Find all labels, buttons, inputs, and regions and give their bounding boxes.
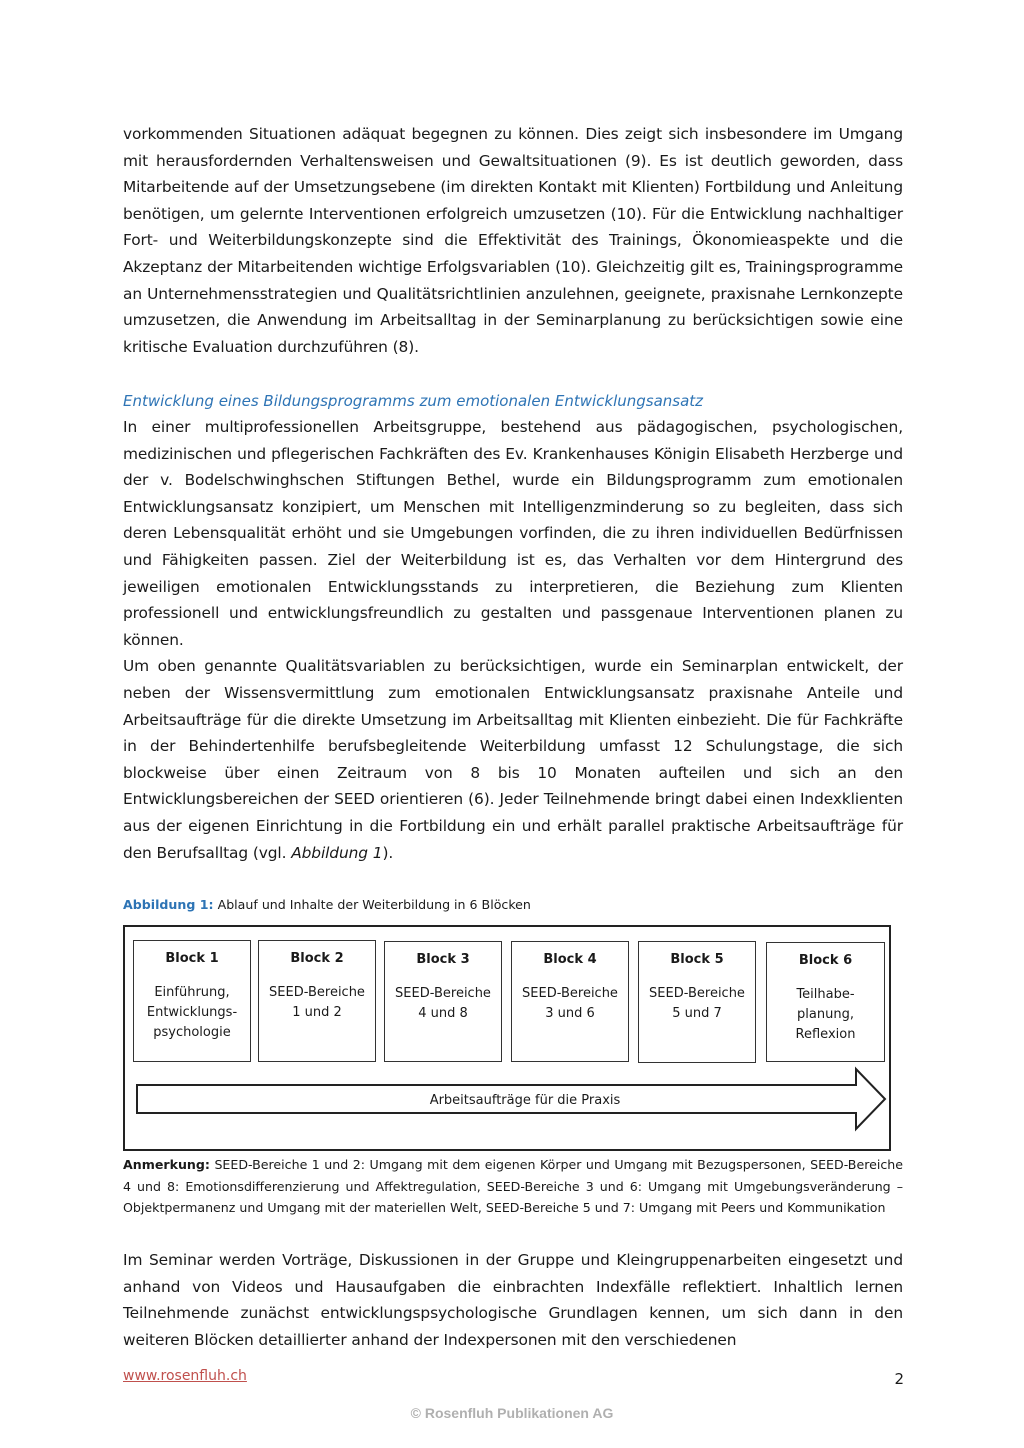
footer-link[interactable]: www.rosenfluh.ch bbox=[123, 1368, 247, 1384]
section-heading: Entwicklung eines Bildungsprogramms zum emotionalen Entwicklungsansatz bbox=[123, 392, 704, 410]
paragraph-4-text: Im Seminar werden Vorträge, Diskussionen in der Gruppe und Kleingruppenarbeiten eingesetzt und anhand von Videos und Hausaufgaben die einbrachten Indexfälle reflektiert. Inhaltlich lernen Teilnehmende zunächst entwicklungspsychologische Grundlagen kennen, um sich dann in den weiteren Blöcken detaillierter anhand der Indexpersonen mit den verschiedenen bbox=[123, 1251, 903, 1349]
paragraph-2 bbox=[123, 414, 903, 866]
figure-caption-label: Abbildung 1: bbox=[123, 897, 214, 912]
block-3-content: SEED-Bereiche 4 und 8 bbox=[395, 986, 491, 1021]
block-2-title: Block 2 bbox=[290, 951, 344, 966]
arrow-label: Arbeitsaufträge für die Praxis bbox=[429, 1093, 621, 1108]
copyright-notice: © Rosenfluh Publikationen AG bbox=[410, 1405, 614, 1421]
paragraph-2-text: In einer multiprofessionellen Arbeitsgruppe, bestehend aus pädagogischen, psychologischen, medizinischen und pflegerischen Fachkräften des Ev. Krankenhauses Königin Elisabeth Herzberge und der v. Bodelschwinghschen Stiftungen Bethel, wurde ein Bildungsprogramm zum emotionalen Entwicklungsansatz konzipiert, um Menschen mit Intelligenzminderung so zu begleiten, dass sich deren Lebensqualität erhöht und sie Umgebungen vorfinden, die zu ihren individuellen Bedürfnissen und Fähigkeiten passen. Ziel der Weiterbildung ist es, das Verhalten vor dem Hintergrund des jeweiligen emotionalen Entwicklungsstands zu interpretieren, die Beziehung zum Klienten professionell und entwicklungsfreundlich zu gestalten und passgenaue Interventionen planen zu können. bbox=[123, 418, 903, 649]
paragraph-4 bbox=[123, 1247, 903, 1353]
figure-note-text: SEED-Bereiche 1 und 2: Umgang mit dem eigenen Körper und Umgang mit Bezugspersonen, SEED-Bereiche 4 und 8: Emotionsdifferenzierung und Affektregulation, SEED-Bereiche 3 und 6: Umgang mit Umgebungsveränderung – Objektpermanenz und Umgang mit der materiellen Welt, SEED-Bereiche 5 und 7: Umgang mit Peers und Kommunikation bbox=[123, 1157, 903, 1215]
block-4-title: Block 4 bbox=[543, 952, 597, 967]
block-4-content: SEED-Bereiche 3 und 6 bbox=[522, 986, 618, 1021]
arrow-icon bbox=[125, 927, 889, 1149]
block-1-title: Block 1 bbox=[165, 951, 219, 966]
block-5-title: Block 5 bbox=[670, 952, 724, 967]
paragraph-3-text bbox=[123, 653, 903, 866]
figure-note bbox=[123, 1154, 903, 1219]
block-6-content: Teilhabe-planung, Reflexion bbox=[795, 987, 856, 1042]
block-3-title: Block 3 bbox=[416, 952, 470, 967]
block-6-title: Block 6 bbox=[798, 953, 853, 968]
page-number: 2 bbox=[894, 1370, 904, 1388]
paragraph-3-end: ). bbox=[382, 843, 394, 862]
figure-caption-text: Ablauf und Inhalte der Weiterbildung in 6 Blöcken bbox=[217, 897, 531, 912]
figure-caption bbox=[123, 896, 903, 914]
figure-reference: Abbildung 1 bbox=[291, 843, 383, 862]
block-5-content: SEED-Bereiche 5 und 7 bbox=[649, 986, 745, 1021]
figure-note-label: Anmerkung: bbox=[123, 1157, 210, 1172]
block-2-content: SEED-Bereiche 1 und 2 bbox=[269, 985, 365, 1020]
paragraph-3-main: Um oben genannte Qualitätsvariablen zu berücksichtigen, wurde ein Seminarplan entwickelt, der neben der Wissensvermittlung zum emotionalen Entwicklungsansatz praxisnahe Anteile und Arbeitsaufträge für die direkte Umsetzung im Arbeitsalltag mit Klienten einbezieht. Die für Fachkräfte in der Behindertenhilfe berufsbegleitende Weiterbildung umfasst 12 Schulungstage, die sich blockweise über einen Zeitraum von 8 bis 10 Monaten aufteilen und sich an den Entwicklungsbereichen der SEED orientieren (6). Jeder Teilnehmende bringt dabei einen Indexklienten aus der eigenen Einrichtung in die Fortbildung ein und erhält parallel praktische Arbeitsaufträge für den Berufsalltag (vgl. bbox=[123, 657, 903, 862]
paragraph-1-text: vorkommenden Situationen adäquat begegnen zu können. Dies zeigt sich insbesondere im Umgang mit herausfordernden Verhaltensweisen und Gewaltsituationen (9). Es ist deutlich geworden, dass Mitarbeitende auf der Umsetzungsebene (im direkten Kontakt mit Klienten) Fortbildung und Anleitung benötigen, um gelernte Interventionen erfolgreich umzusetzen (10). Für die Entwicklung nachhaltiger Fort- und Weiterbildungskonzepte sind die Effektivität des Trainings, Ökonomieaspekte und die Akzeptanz der Mitarbeitenden wichtige Erfolgsvariablen (10). Gleichzeitig gilt es, Trainingsprogramme an Unternehmensstrategien und Qualitätsrichtlinien anzulehnen, geeignete, praxisnahe Lernkonzepte umzusetzen, die Anwendung im Arbeitsalltag in der Seminarplanung zu berücksichtigen sowie eine kritische Evaluation durchzuführen (8). bbox=[123, 125, 903, 356]
paragraph-1 bbox=[123, 121, 903, 360]
block-1-content: Einführung, Entwicklungs-psychologie bbox=[146, 985, 238, 1040]
figure-diagram bbox=[123, 925, 891, 1151]
